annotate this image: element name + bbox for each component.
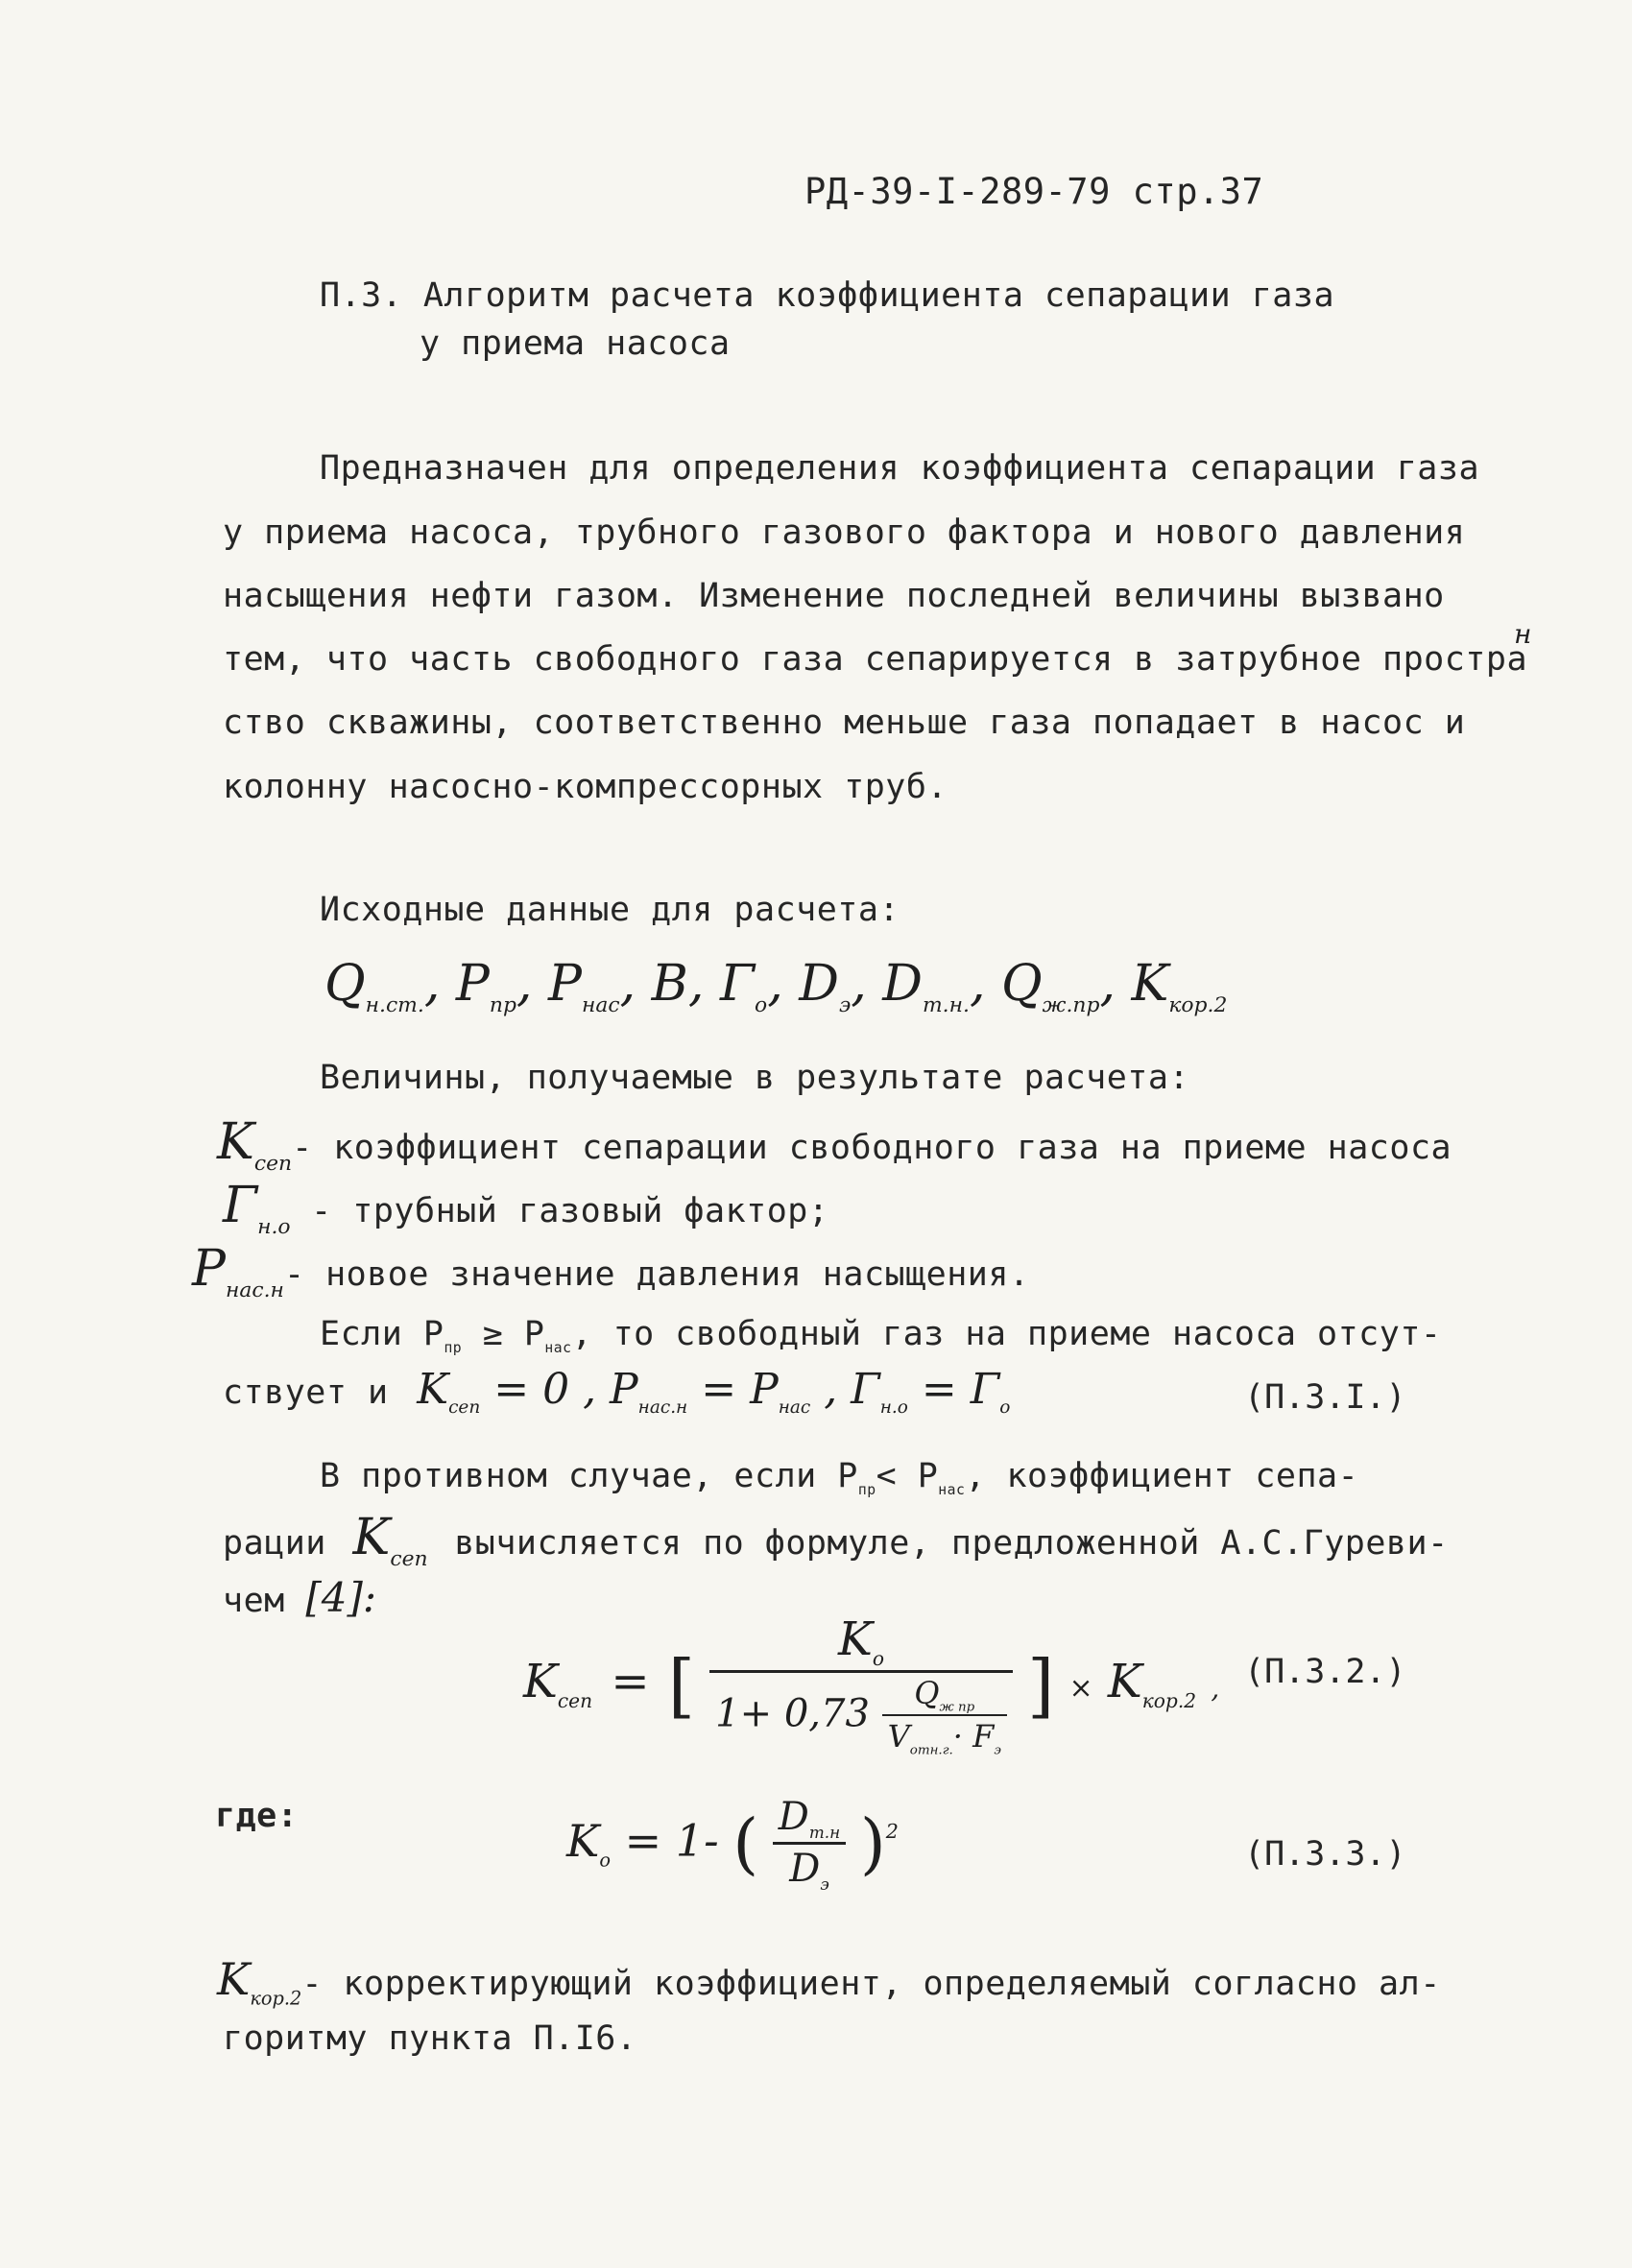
equation-number-p3-3: (П.3.3.)	[1244, 1835, 1406, 1874]
var-q-nst: $Q_{н.ст.}$	[324, 955, 424, 1017]
var-g-o: $\Gamma_о$	[719, 955, 768, 1017]
symbol-k-sep: $K_{сеп}$	[217, 1113, 293, 1176]
intro-line-6: колонну насосно-компрессорных труб.	[223, 768, 948, 806]
var-d-tn: $D_{т.н.}$	[882, 955, 970, 1017]
input-data-label: Исходные данные для расчета:	[320, 891, 900, 929]
footer-note-line-2: горитму пункта П.I6.	[223, 2019, 637, 2058]
intro-line-5: ство скважины, соответственно меньше газа попадает в насос и	[223, 704, 1466, 742]
intro-line-4	[223, 618, 1546, 679]
var-b: B	[651, 955, 688, 1013]
output-label: Величины, получаемые в результате расчета:	[320, 1059, 1190, 1097]
var-k-kor2: $K_{кор.2}$	[1131, 955, 1228, 1017]
document-reference: РД-39-I-289-79 стр.37	[804, 171, 1264, 212]
formula-2-lhs: $K_{сеп}$	[523, 1655, 593, 1713]
condition-2-line-3-text: чем	[223, 1582, 285, 1620]
formula-2-numerator: $K_о$	[838, 1612, 885, 1671]
var-d-e: $D_э$	[799, 955, 852, 1017]
condition-1-line-1: Если $P_{пр} \ge P_{нас}$, то свободный газ на приеме насоса отсут-	[320, 1315, 1442, 1357]
condition-2-line-3	[223, 1574, 376, 1621]
reference-citation: [4]:	[305, 1574, 377, 1621]
left-bracket: [	[667, 1644, 695, 1726]
condition-2-line-1: В противном случае, если $P_{пр}< P_{нас}$, коэффициент сепа-	[320, 1457, 1359, 1499]
footer-note-text: - корректирующий коэффициент, определяемый согласно ал-	[301, 1965, 1441, 2003]
formula-3-lhs: $K_о$	[566, 1814, 612, 1872]
var-p-nas: $P_{нас}$	[547, 955, 620, 1017]
equation-number-p3-2: (П.3.2.)	[1244, 1653, 1406, 1691]
symbol-p-nasn: $P_{нас.н}$	[192, 1240, 284, 1302]
formula-2-denominator: 1+ 0,73 $\frac{Q_{ж пр}}{V_{отн.г.}\cdot F_э}$	[709, 1670, 1013, 1758]
input-variables-list: $Q_{н.ст.}$, $P_{пр}$, $P_{нас}$, B, $\Gamma_о$, $D_э$, $D_{т.н.}$, $Q_{ж.пр}$, $K_{кор.2}$	[324, 955, 1228, 1017]
section-title-line-2: у приема насоса	[420, 324, 731, 363]
equation-p3-1: $K_{сеп} = 0$ , $P_{нас.н} = P_{нас}$ , $\Gamma_{н.о} = \Gamma_о$	[417, 1365, 1011, 1419]
symbol-g-no: $\Gamma_{н.о}$	[223, 1177, 291, 1239]
formula-2-main-fraction	[709, 1612, 1013, 1758]
output-item-g-no	[223, 1177, 828, 1239]
symbol-k-sep-inline: $K_{сеп}$	[352, 1509, 428, 1571]
symbol-k-kor2: $K_{кор.2}$	[217, 1953, 302, 2010]
intro-line-2: у приема насоса, трубного газового фактора и нового давления	[223, 513, 1466, 552]
var-q-zhpr: $Q_{ж.пр}$	[1001, 955, 1100, 1017]
var-p-pr: $P_{пр}$	[455, 955, 516, 1017]
section-title-line-1: П.3. Алгоритм расчета коэффициента сепарации газа	[320, 276, 1335, 315]
condition-2-line-2	[223, 1509, 1449, 1571]
right-bracket: ]	[1027, 1644, 1055, 1726]
output-item-k-sep-text: - коэффициент сепарации свободного газа на приеме насоса	[292, 1129, 1452, 1167]
formula-p3-3: $K_о = 1-$ ( $\frac{D_{т.н}}{D_э}$ )$^2$	[566, 1795, 899, 1895]
equation-number-p3-1: (П.3.I.)	[1244, 1378, 1406, 1417]
condition-2-line-2a: рации	[223, 1524, 326, 1563]
output-item-k-sep	[217, 1113, 1452, 1176]
footer-note-line-1	[217, 1953, 1441, 2010]
output-item-p-nasn-text: - новое значение давления насыщения.	[283, 1255, 1030, 1294]
output-item-p-nasn	[192, 1240, 1030, 1302]
intro-line-4-text: тем, что часть свободного газа сепарируется в затрубное простра	[223, 640, 1528, 679]
formula-p3-2: $K_{сеп}$ = [ $K_о$ 1+ 0,73 $\frac{Q_{ж пр}}{V_{отн.г.}\cdot F_э}$ ] × $K_{кор.2}$ ,	[523, 1612, 1220, 1758]
condition-1-line-2	[223, 1365, 1010, 1418]
where-label: где:	[215, 1797, 299, 1835]
condition-2-line-2b: вычисляется по формуле, предложенной А.С.Гуреви-	[454, 1524, 1449, 1563]
handwritten-correction: н	[1514, 618, 1532, 650]
condition-1-line-2-text: ствует и	[223, 1373, 389, 1412]
intro-line-3: насыщения нефти газом. Изменение последней величины вызвано	[223, 577, 1445, 615]
formula-2-factor: $K_{кор.2}$	[1107, 1655, 1197, 1713]
output-item-g-no-text: - трубный газовый фактор;	[290, 1192, 829, 1230]
formula-3-fraction: $\frac{D_{т.н}}{D_э}$	[773, 1795, 846, 1894]
formula-2-inner-fraction: $\frac{Q_{ж пр}}{V_{отн.г.}\cdot F_э}$	[882, 1675, 1007, 1758]
intro-line-1: Предназначен для определения коэффициента сепарации газа	[320, 449, 1480, 488]
